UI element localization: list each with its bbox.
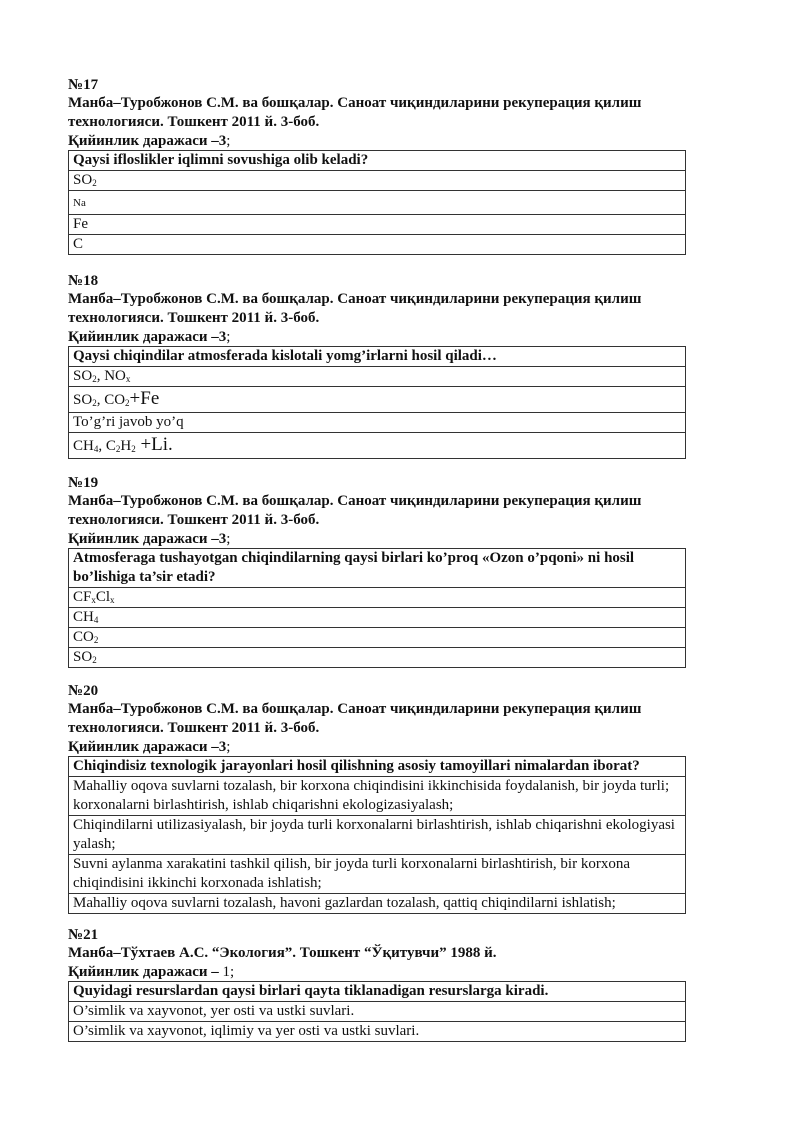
question-source: Манба–Туробжонов С.М. ва бошқалар. Саноат чиқиндиларини рекуперация қилиш технологияси. Тошкент 2011 й. 3-боб. xyxy=(68,291,642,326)
answer-option: O’simlik va xayvonot, iqlimiy va yer osti va ustki suvlari. xyxy=(69,1022,686,1042)
answer-table xyxy=(68,346,686,459)
question-number: №17 xyxy=(68,77,99,93)
difficulty-level: Қийинлик даражаси –3; xyxy=(68,531,231,547)
question-block-19 xyxy=(68,475,686,668)
question-source: Манба–Туробжонов С.М. ва бошқалар. Саноат чиқиндиларини рекуперация қилиш технологияси. Тошкент 2011 й. 3-боб. xyxy=(68,95,642,130)
answer-option: $SO_2$, $CO_2+Fe$ xyxy=(69,387,686,413)
difficulty-level: Қийинлик даражаси – 1; xyxy=(68,964,235,980)
difficulty-level: Қийинлик даражаси –3; xyxy=(68,739,231,755)
answer-option: $SO_2$ xyxy=(69,648,686,668)
question-number: №18 xyxy=(68,273,99,289)
question-block-21 xyxy=(68,927,686,1042)
answer-option: $CO_2$ xyxy=(69,628,686,648)
question-text: Atmosferaga tushayotgan chiqindilarning qaysi birlari ko’proq «Ozon o’pqoni» ni hosil bo’lishiga ta’sir etadi? xyxy=(69,549,686,588)
answer-table xyxy=(68,756,686,914)
answer-option: O’simlik va xayvonot, yer osti va ustki suvlari. xyxy=(69,1002,686,1022)
question-text: Qaysi chiqindilar atmosferada kislotali yomg’irlarni hosil qiladi… xyxy=(69,347,686,367)
answer-option: Fe xyxy=(69,215,686,235)
answer-table xyxy=(68,548,686,668)
answer-option: Mahalliy oqova suvlarni tozalash, bir korxona chiqindisini ikkinchisida foydalanish, bir joyda turli; korxonalarni birlashtirish, ishlab chiqarishni ekologizasiyalash; xyxy=(69,777,686,816)
answer-table xyxy=(68,150,686,255)
question-block-20 xyxy=(68,683,686,914)
question-block-17 xyxy=(68,77,686,255)
answer-option: $SO_2$, $NO_x$ xyxy=(69,367,686,387)
question-source: Манба–Тўхтаев А.С. “Экология”. Тошкент “Ўқитувчи” 1988 й. xyxy=(68,945,497,961)
answer-option: Mahalliy oqova suvlarni tozalash, havoni gazlardan tozalash, qattiq chiqindilarni ishlatish; xyxy=(69,894,686,914)
question-number: №21 xyxy=(68,927,99,943)
answer-option: $CF_xCl_x$ xyxy=(69,588,686,608)
answer-option: $CH_4$ xyxy=(69,608,686,628)
answer-option: To’g’ri javob yo’q xyxy=(69,413,686,433)
difficulty-level: Қийинлик даражаси –3; xyxy=(68,329,231,345)
question-source: Манба–Туробжонов С.М. ва бошқалар. Саноат чиқиндиларини рекуперация қилиш технологияси. Тошкент 2011 й. 3-боб. xyxy=(68,493,642,528)
difficulty-level: Қийинлик даражаси –3; xyxy=(68,133,231,149)
answer-option: Chiqindilarni utilizasiyalash, bir joyda turli korxonalarni birlashtirish, ishlab chiqarishni ekologiyasi yalash; xyxy=(69,816,686,855)
answer-table xyxy=(68,981,686,1042)
question-number: №20 xyxy=(68,683,99,699)
question-text: Qaysi ifloslikler iqlimni sovushiga olib keladi? xyxy=(69,151,686,171)
answer-option: C xyxy=(69,235,686,255)
answer-option: $SO_2$ xyxy=(69,171,686,191)
answer-option: Suvni aylanma xarakatini tashkil qilish, bir joyda turli korxonalarni birlashtirish, bir korxona chiqindisini ikkinchi korxonada ishlatish; xyxy=(69,855,686,894)
answer-option: Na xyxy=(69,191,686,215)
question-block-18 xyxy=(68,273,686,459)
question-text: Quyidagi resurslardan qaysi birlari qayta tiklanadigan resurslarga kiradi. xyxy=(69,982,686,1002)
question-number: №19 xyxy=(68,475,99,491)
answer-option: $CH_4$, $C_2H_2 +Li$. xyxy=(69,433,686,459)
question-source: Манба–Туробжонов С.М. ва бошқалар. Саноат чиқиндиларини рекуперация қилиш технологияси. Тошкент 2011 й. 3-боб. xyxy=(68,701,642,736)
question-text: Chiqindisiz texnologik jarayonlari hosil qilishning asosiy tamoyillari nimalardan iborat? xyxy=(69,757,686,777)
